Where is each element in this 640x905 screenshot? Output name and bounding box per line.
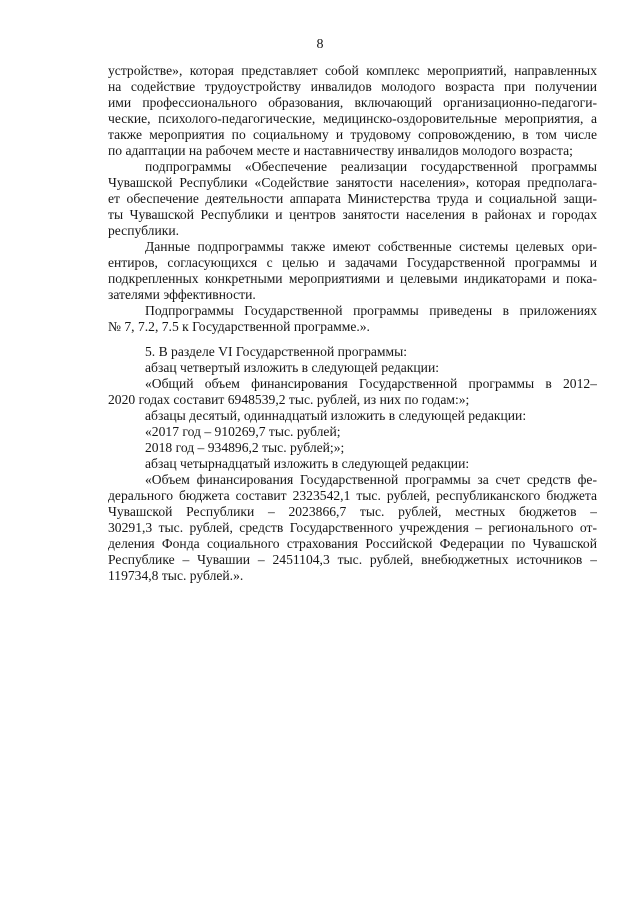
text-line: «2017 год – 910269,7 тыс. рублей; bbox=[145, 424, 341, 439]
text-line: Чувашской Республики – 2023866,7 тыс. рублей, местных бюджетов – bbox=[108, 504, 597, 519]
paragraph bbox=[108, 360, 597, 376]
paragraph bbox=[108, 159, 597, 239]
paragraph bbox=[108, 303, 597, 335]
text-line: устройстве», которая представляет собой комплекс мероприятий, направленных bbox=[108, 63, 597, 78]
page-number: 8 bbox=[316, 37, 324, 52]
text-line: дерального бюджета составит 2323542,1 тыс. рублей, республиканского бюджета bbox=[108, 488, 597, 503]
text-line: подкрепленных конкретными мероприятиями и целевыми индикаторами и пока- bbox=[108, 271, 597, 286]
text-line: республики. bbox=[108, 223, 180, 238]
text-line: абзацы десятый, одиннадцатый изложить в следующей редакции: bbox=[145, 408, 527, 423]
text-line: деления Фонда социального страхования Российской Федерации по Чувашской bbox=[108, 536, 597, 551]
paragraph bbox=[108, 408, 597, 424]
paragraph bbox=[108, 424, 597, 440]
text-line: Подпрограммы Государственной программы приведены в приложениях bbox=[145, 303, 597, 318]
text-line: на содействие трудоустройству инвалидов молодого возраста при получении bbox=[108, 79, 597, 94]
text-line: ими профессионального образования, включающий организационно-педагоги- bbox=[108, 95, 597, 110]
text-line: ческие, психолого-педагогические, медицинско-оздоровительные мероприятия, а bbox=[108, 111, 597, 126]
paragraph bbox=[108, 344, 597, 360]
text-line: «Общий объем финансирования Государственной программы в 2012– bbox=[145, 376, 597, 391]
paragraph bbox=[108, 239, 597, 303]
text-line: Республике – Чувашии – 2451104,3 тыс. рублей, внебюджетных источников – bbox=[108, 552, 597, 567]
text-line: 2018 год – 934896,2 тыс. рублей;»; bbox=[145, 440, 345, 455]
paragraph bbox=[108, 376, 597, 408]
text-line: 30291,3 тыс. рублей, средств Государственного учреждения – регионального от- bbox=[108, 520, 597, 535]
text-line: Данные подпрограммы также имеют собственные системы целевых ори- bbox=[145, 239, 597, 254]
text-line: Чувашской Республики «Содействие занятости населения», которая предполага- bbox=[108, 175, 597, 190]
text-line: абзац четырнадцатый изложить в следующей редакции: bbox=[145, 456, 470, 471]
section-item-line: 5. В разделе VI Государственной программы: bbox=[145, 344, 408, 359]
text-line: ентиров, согласующихся с целью и задачами Государственной программы и bbox=[108, 255, 597, 270]
text-line: 119734,8 тыс. рублей.». bbox=[108, 568, 244, 583]
text-line: зателями эффективности. bbox=[108, 287, 256, 302]
text-line: 2020 годах составит 6948539,2 тыс. рублей, из них по годам:»; bbox=[108, 392, 470, 407]
text-line: ет обеспечение деятельности аппарата Министерства труда и социальной защи- bbox=[108, 191, 597, 206]
text-line: по адаптации на рабочем месте и наставничеству инвалидов молодого возраста; bbox=[108, 143, 573, 158]
text-line: абзац четвертый изложить в следующей редакции: bbox=[145, 360, 440, 375]
document-body bbox=[108, 63, 597, 584]
paragraph bbox=[108, 472, 597, 584]
text-line: № 7, 7.2, 7.5 к Государственной программе.». bbox=[108, 319, 370, 334]
paragraph bbox=[108, 63, 597, 159]
text-line: подпрограммы «Обеспечение реализации государственной программы bbox=[145, 159, 597, 174]
text-line: «Объем финансирования Государственной программы за счет средств фе- bbox=[145, 472, 597, 487]
paragraph bbox=[108, 456, 597, 472]
paragraph bbox=[108, 440, 597, 456]
text-line: также мероприятия по социальному и трудовому сопровождению, в том числе bbox=[108, 127, 597, 142]
text-line: ты Чувашской Республики и центров занятости населения в районах и городах bbox=[108, 207, 597, 222]
